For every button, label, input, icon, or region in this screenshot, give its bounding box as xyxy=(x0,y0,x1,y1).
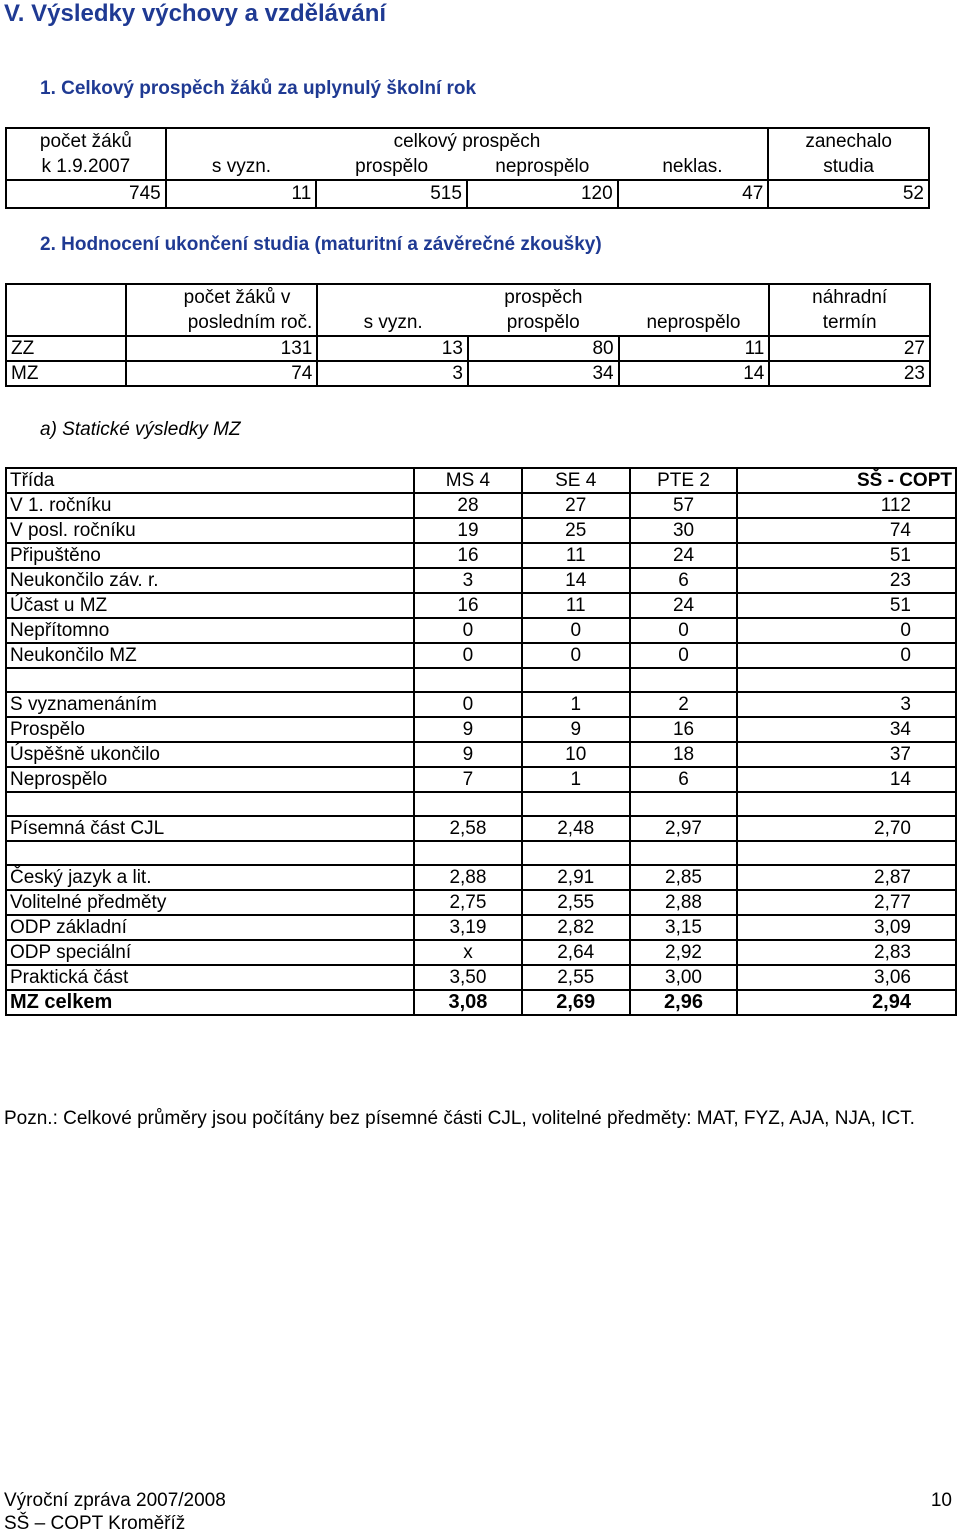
spacer-row xyxy=(6,668,956,692)
col-pocet-zaku: počet žáků xyxy=(6,128,166,154)
value-cell: 30 xyxy=(630,518,738,543)
value-cell: 74 xyxy=(126,361,318,386)
value-cell: 131 xyxy=(126,336,318,361)
value-cell: 47 xyxy=(618,180,769,208)
value-cell: 2,58 xyxy=(414,816,522,841)
empty-cell xyxy=(6,792,414,816)
value-cell: 3,19 xyxy=(414,915,522,940)
value-cell: 18 xyxy=(630,742,738,767)
row-label: ODP speciální xyxy=(6,940,414,965)
value-cell: 9 xyxy=(414,717,522,742)
value-cell: 16 xyxy=(414,593,522,618)
value-cell: 34 xyxy=(468,361,619,386)
table-row xyxy=(6,767,956,792)
footer-report-title: Výroční zpráva 2007/2008 xyxy=(4,1490,226,1511)
value-cell: 3,08 xyxy=(414,990,522,1015)
value-cell: 112 xyxy=(737,493,956,518)
empty-cell xyxy=(630,841,738,865)
table-row xyxy=(6,593,956,618)
col-k-datu: k 1.9.2007 xyxy=(6,154,166,180)
value-cell: 3,00 xyxy=(630,965,738,990)
row-label: Neukončilo záv. r. xyxy=(6,568,414,593)
value-cell: 2,64 xyxy=(522,940,630,965)
empty-cell xyxy=(414,668,522,692)
value-cell: 24 xyxy=(630,543,738,568)
mz-statistics-table xyxy=(5,467,957,1016)
col-s-vyzn: s vyzn. xyxy=(363,311,423,333)
blank-cell xyxy=(6,310,126,336)
value-cell: 14 xyxy=(522,568,630,593)
value-cell: 27 xyxy=(903,337,925,359)
value-cell: 1 xyxy=(522,692,630,717)
table-row xyxy=(6,717,956,742)
value-cell: 2,83 xyxy=(737,940,956,965)
value-cell: 2,85 xyxy=(630,865,738,890)
row-label: Prospělo xyxy=(6,717,414,742)
value-cell: 52 xyxy=(902,183,924,204)
row-label: V posl. ročníku xyxy=(6,518,414,543)
header-cell: Třída xyxy=(6,468,414,493)
header-cell: PTE 2 xyxy=(630,468,738,493)
value-cell: 2,48 xyxy=(522,816,630,841)
col-neprospelo: neprospělo xyxy=(646,311,741,333)
spacer-row xyxy=(6,841,956,865)
row-label: Neprospělo xyxy=(6,767,414,792)
overall-results-table xyxy=(5,127,930,209)
value-cell: 23 xyxy=(737,568,956,593)
section2-title-text: 2. Hodnocení ukončení studia (maturitní a závěrečné zkoušky) xyxy=(40,234,602,255)
value-cell: 2,69 xyxy=(522,990,630,1015)
value-cell: 0 xyxy=(630,618,738,643)
value-cell: 3,09 xyxy=(737,915,956,940)
value-cell: 51 xyxy=(737,593,956,618)
value-cell: 16 xyxy=(630,717,738,742)
table-row xyxy=(6,816,956,841)
table-row xyxy=(6,915,956,940)
value-cell: 74 xyxy=(737,518,956,543)
graduation-table xyxy=(5,283,931,387)
subsection-a-title: a) Statické výsledky MZ xyxy=(40,419,241,440)
value-cell: 11 xyxy=(166,180,317,208)
page-number: 10 xyxy=(930,1490,952,1511)
value-cell: 2,94 xyxy=(737,990,956,1015)
header-cell: SE 4 xyxy=(522,468,630,493)
row-label: Písemná část CJL xyxy=(6,816,414,841)
table-row xyxy=(6,692,956,717)
value-cell: 14 xyxy=(737,767,956,792)
value-cell: 34 xyxy=(737,717,956,742)
value-cell: 10 xyxy=(522,742,630,767)
header-cell: MS 4 xyxy=(414,468,522,493)
row-label: Připuštěno xyxy=(6,543,414,568)
col-s-vyzn: s vyzn. xyxy=(211,155,272,177)
value-cell: 28 xyxy=(414,493,522,518)
value-cell: 9 xyxy=(522,717,630,742)
value-cell: 19 xyxy=(414,518,522,543)
col-pocet-zaku-v: počet žáků v xyxy=(126,284,318,310)
row-label: Nepřítomno xyxy=(6,618,414,643)
value-cell: 2,87 xyxy=(737,865,956,890)
value-cell: 0 xyxy=(414,692,522,717)
value-cell: 3,15 xyxy=(630,915,738,940)
empty-cell xyxy=(630,792,738,816)
empty-cell xyxy=(414,792,522,816)
table-row xyxy=(6,568,956,593)
value-cell: 14 xyxy=(619,361,770,386)
value-cell: 0 xyxy=(522,618,630,643)
value-cell: 2,55 xyxy=(522,965,630,990)
value-cell: 37 xyxy=(737,742,956,767)
row-label: Účast u MZ xyxy=(6,593,414,618)
value-cell: 2,88 xyxy=(414,865,522,890)
value-cell: 120 xyxy=(467,180,618,208)
empty-cell xyxy=(737,841,956,865)
table-row xyxy=(6,940,956,965)
value-cell: 6 xyxy=(630,568,738,593)
empty-cell xyxy=(6,841,414,865)
value-cell: 11 xyxy=(522,543,630,568)
value-cell: 27 xyxy=(522,493,630,518)
empty-cell xyxy=(522,792,630,816)
value-cell: 9 xyxy=(414,742,522,767)
blank-cell xyxy=(6,284,126,310)
value-cell: 11 xyxy=(619,336,770,361)
row-label: S vyznamenáním xyxy=(6,692,414,717)
row-label: ZZ xyxy=(6,336,126,361)
value-cell: 25 xyxy=(522,518,630,543)
col-termin: termín xyxy=(769,310,930,336)
value-cell: 24 xyxy=(630,593,738,618)
table-row xyxy=(6,990,956,1015)
col-nahradni: náhradní xyxy=(769,284,930,310)
table-row xyxy=(6,618,956,643)
empty-cell xyxy=(630,668,738,692)
value-cell: 2,70 xyxy=(737,816,956,841)
value-cell: 2,77 xyxy=(737,890,956,915)
row-label: V 1. ročníku xyxy=(6,493,414,518)
value-cell: 0 xyxy=(414,618,522,643)
value-cell: 2,75 xyxy=(414,890,522,915)
empty-cell xyxy=(522,841,630,865)
value-cell: 80 xyxy=(468,336,619,361)
table-row xyxy=(6,742,956,767)
footer-school-name: SŠ – COPT Kroměříž xyxy=(4,1513,186,1534)
value-cell: 515 xyxy=(316,180,467,208)
value-cell: 0 xyxy=(737,643,956,668)
value-cell: 0 xyxy=(414,643,522,668)
value-cell: 16 xyxy=(414,543,522,568)
value-cell: 23 xyxy=(903,362,925,384)
value-cell: 2,92 xyxy=(630,940,738,965)
empty-cell xyxy=(522,668,630,692)
col-neklas: neklas. xyxy=(662,155,723,177)
section1-title: 1. Celkový prospěch žáků za uplynulý školní rok xyxy=(40,78,477,99)
value-cell: 11 xyxy=(522,593,630,618)
col-studia: studia xyxy=(768,154,929,180)
value-cell: 1 xyxy=(522,767,630,792)
footnote: Pozn.: Celkové průměry jsou počítány bez písemné části CJL, volitelné předměty: MAT, FYZ, AJA, NJA, ICT. xyxy=(4,1108,915,1129)
col-poslednim-roc: posledním roč. xyxy=(126,310,318,336)
value-cell: 3,50 xyxy=(414,965,522,990)
col-zanechalo: zanechalo xyxy=(768,128,929,154)
table-row xyxy=(6,518,956,543)
row-label: MZ xyxy=(6,361,126,386)
row-label: Úspěšně ukončilo xyxy=(6,742,414,767)
empty-cell xyxy=(414,841,522,865)
table-header-row xyxy=(6,468,956,493)
value-cell: 57 xyxy=(630,493,738,518)
col-prospech: prospěch xyxy=(504,286,583,308)
empty-cell xyxy=(737,668,956,692)
empty-cell xyxy=(737,792,956,816)
value-cell: 745 xyxy=(6,180,166,208)
table-row xyxy=(6,965,956,990)
table-row xyxy=(6,643,956,668)
value-cell: 2 xyxy=(630,692,738,717)
section2-title xyxy=(40,234,602,256)
value-cell: 7 xyxy=(414,767,522,792)
value-cell: 6 xyxy=(630,767,738,792)
value-cell: x xyxy=(414,940,522,965)
value-cell: 13 xyxy=(317,336,468,361)
empty-cell xyxy=(6,668,414,692)
value-cell: 0 xyxy=(522,643,630,668)
col-celkovy-prospech: celkový prospěch xyxy=(393,130,541,152)
value-cell: 51 xyxy=(737,543,956,568)
table-row xyxy=(6,865,956,890)
row-label: MZ celkem xyxy=(6,990,414,1015)
value-cell: 2,91 xyxy=(522,865,630,890)
value-cell: 2,96 xyxy=(630,990,738,1015)
row-label: Praktická část xyxy=(6,965,414,990)
value-cell: 2,82 xyxy=(522,915,630,940)
table-row xyxy=(6,890,956,915)
mz-statistics-body xyxy=(6,468,956,1015)
row-label: Český jazyk a lit. xyxy=(6,865,414,890)
value-cell: 3,06 xyxy=(737,965,956,990)
row-label: ODP základní xyxy=(6,915,414,940)
value-cell: 3 xyxy=(317,361,468,386)
page-heading: V. Výsledky výchovy a vzdělávání xyxy=(4,0,387,27)
value-cell: 3 xyxy=(414,568,522,593)
value-cell: 2,97 xyxy=(630,816,738,841)
col-prospelo: prospělo xyxy=(355,155,429,177)
spacer-row xyxy=(6,792,956,816)
col-prospelo: prospělo xyxy=(506,311,580,333)
table-row xyxy=(6,543,956,568)
row-label: Neukončilo MZ xyxy=(6,643,414,668)
value-cell: 0 xyxy=(630,643,738,668)
row-label: Volitelné předměty xyxy=(6,890,414,915)
col-neprospelo: neprospělo xyxy=(495,155,590,177)
value-cell: 3 xyxy=(737,692,956,717)
value-cell: 2,88 xyxy=(630,890,738,915)
value-cell: 0 xyxy=(737,618,956,643)
table-row xyxy=(6,493,956,518)
header-cell: SŠ - COPT xyxy=(737,468,956,493)
value-cell: 2,55 xyxy=(522,890,630,915)
